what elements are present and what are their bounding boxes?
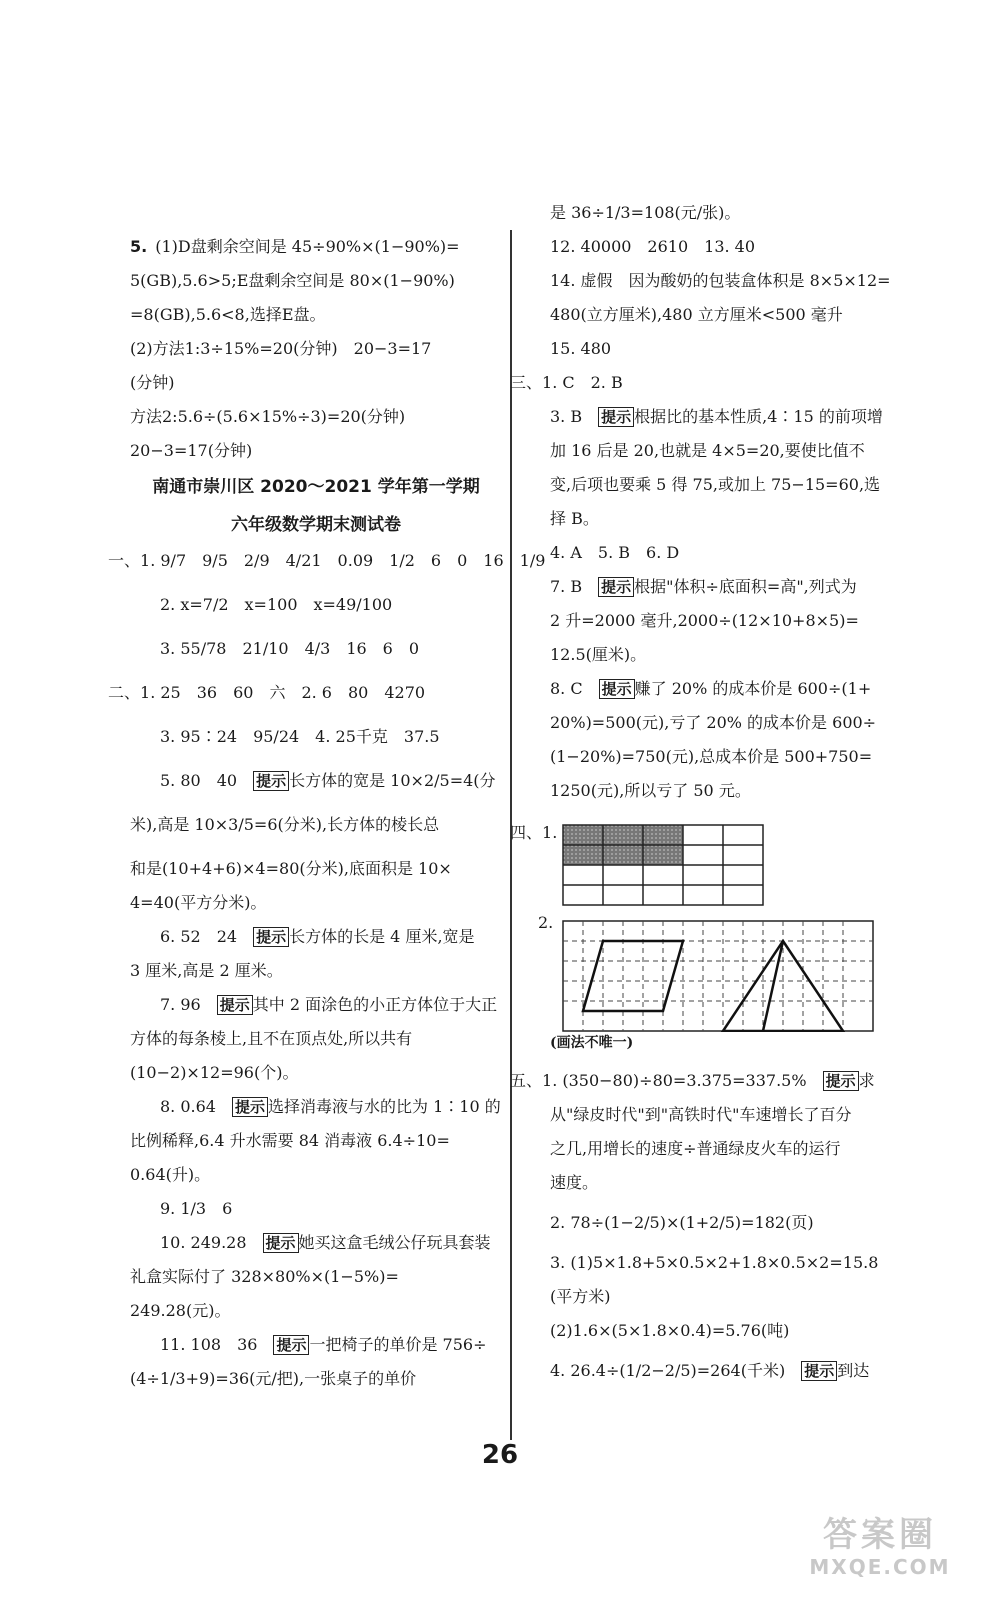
s2-q11a: 11. 108 36 提示 一把椅子的单价是 756÷ <box>160 1335 487 1354</box>
shaded-grid-figure <box>562 824 764 906</box>
dashed-grid <box>563 921 873 1031</box>
r-q11e: 是 36÷1/3=108(元/张)。 <box>550 203 741 222</box>
right-column <box>510 203 920 1388</box>
s4-q1-label: 四、1. <box>510 823 558 842</box>
s2-q8c: 比例稀释,6.4 升水需要 84 消毒液 6.4÷10= <box>130 1131 450 1150</box>
hint-tag: 提示 <box>263 1233 299 1253</box>
s5-q1e: 速度。 <box>550 1173 599 1192</box>
s2-q10d: 249.28(元)。 <box>130 1301 231 1320</box>
s2-q6c: 3 厘米,高是 2 厘米。 <box>130 961 283 980</box>
parallelogram <box>583 941 683 1011</box>
watermark-logo: 答案圈 MXQE.COM <box>809 1515 951 1579</box>
s3-q8d: (1−20%)=750(元),总成本价是 500+750= <box>550 747 873 766</box>
s2-q5d: 和是(10+4+6)×4=80(分米),底面积是 10× <box>130 859 452 878</box>
s5-q3a: 3. (1)5×1.8+5×0.5×2+1.8×0.5×2=15.8 <box>550 1253 879 1272</box>
s2-q11c: (4÷1/3+9)=36(元/把),一张桌子的单价 <box>130 1369 417 1388</box>
hint-tag: 提示 <box>253 927 289 947</box>
s3-q3e: 择 B。 <box>550 509 599 528</box>
exam-subtitle: 六年级数学期末测试卷 <box>231 515 401 535</box>
s5-q1c: 从"绿皮时代"到"高铁时代"车速增长了百分 <box>550 1105 852 1124</box>
hint-tag: 提示 <box>273 1335 309 1355</box>
s5-q2: 2. 78÷(1−2/5)×(1+2/5)=182(页) <box>550 1213 814 1232</box>
r-q12: 12. 40000 2610 13. 40 <box>550 237 756 256</box>
r-q15: 15. 480 <box>550 339 612 358</box>
s2-q8a: 8. 0.64 提示 选择消毒液与水的比为 1∶10 的 <box>160 1097 501 1116</box>
q5-line6: 方法2:5.6÷(5.6×15%÷3)=20(分钟) <box>130 407 406 426</box>
exam-title: 南通市崇川区 2020～2021 学年第一学期 <box>152 477 480 497</box>
s2-q6a: 6. 52 24 提示 长方体的长是 4 厘米,宽是 <box>160 927 475 946</box>
s2-q7c: 方体的每条棱上,且不在顶点处,所以共有 <box>130 1029 413 1048</box>
s2-q5e: 4=40(平方分米)。 <box>130 893 267 912</box>
hint-tag: 提示 <box>217 995 253 1015</box>
s3-q8a: 8. C 提示 赚了 20% 的成本价是 600÷(1+ <box>550 679 872 698</box>
s3-q7c: 2 升=2000 毫升,2000÷(12×10+8×5)= <box>550 611 859 630</box>
q5-line1: 5. (1)D盘剩余空间是 45÷90%×(1−90%)= <box>130 237 460 256</box>
s5-q3b: (平方米) <box>550 1287 611 1306</box>
s3-q7a: 7. B 提示 根据"体积÷底面积=高",列式为 <box>550 577 857 596</box>
s2-q10c: 礼盒实际付了 328×80%×(1−5%)= <box>130 1267 399 1286</box>
s3-q8e: 1250(元),所以亏了 50 元。 <box>550 781 751 800</box>
s1-q1: 一、1. 9/7 9/5 2/9 4/21 0.09 1/2 6 0 16 1/9 <box>108 551 546 570</box>
s5-q3c: (2)1.6×(5×1.8×0.4)=5.76(吨) <box>550 1321 790 1340</box>
figure-caption: (画法不唯一) <box>550 1035 634 1051</box>
s4-q2-label: 2. <box>538 913 554 932</box>
page-number: 26 <box>481 1440 519 1470</box>
hint-tag: 提示 <box>598 577 634 597</box>
s2-q10a: 10. 249.28 提示 她买这盒毛绒公仔玩具套装 <box>160 1233 491 1252</box>
s3-q1: 三、1. C 2. B <box>510 373 623 392</box>
hint-tag: 提示 <box>253 771 289 791</box>
hint-tag: 提示 <box>598 407 634 427</box>
q5-line2: 5(GB),5.6>5;E盘剩余空间是 80×(1−90%) <box>130 271 455 290</box>
s5-q1a: 五、1. (350−80)÷80=3.375=337.5% 提示 求 <box>510 1071 875 1090</box>
s2-q5a: 5. 80 40 提示 长方体的宽是 10×2/5=4(分 <box>160 771 496 790</box>
s2-q5c: 米),高是 10×3/5=6(分米),长方体的棱长总 <box>130 815 440 834</box>
s2-q9: 9. 1/3 6 <box>160 1199 233 1218</box>
hint-tag: 提示 <box>823 1071 859 1091</box>
s2-q7a: 7. 96 提示 其中 2 面涂色的小正方体位于大正 <box>160 995 498 1014</box>
s2-q7d: (10−2)×12=96(个)。 <box>130 1063 299 1082</box>
hint-tag: 提示 <box>232 1097 268 1117</box>
s3-q7d: 12.5(厘米)。 <box>550 645 647 664</box>
hint-tag: 提示 <box>599 679 635 699</box>
s1-q2: 2. x=7/2 x=100 x=49/100 <box>160 595 393 614</box>
s3-q3c: 加 16 后是 20,也就是 4×5=20,要使比值不 <box>550 441 865 460</box>
q5-line7: 20−3=17(分钟) <box>130 441 253 460</box>
s3-q4: 4. A 5. B 6. D <box>550 543 680 562</box>
s1-q3: 3. 55/78 21/10 4/3 16 6 0 <box>160 639 420 658</box>
parallelogram-triangle-grid-figure <box>562 920 874 1032</box>
hint-tag: 提示 <box>801 1361 837 1381</box>
s3-q3d: 变,后项也要乘 5 得 75,或加上 75−15=60,选 <box>550 475 881 494</box>
q5-line3: =8(GB),5.6<8,选择E盘。 <box>130 305 326 324</box>
r-q14b: 480(立方厘米),480 立方厘米<500 毫升 <box>550 305 843 324</box>
s5-q1d: 之几,用增长的速度÷普通绿皮火车的运行 <box>550 1139 841 1158</box>
s3-q8c: 20%)=500(元),亏了 20% 的成本价是 600÷ <box>550 713 877 732</box>
q5-line5: (分钟) <box>130 373 175 392</box>
q5-line4: (2)方法1:3÷15%=20(分钟) 20−3=17 <box>130 339 432 358</box>
s2-q8d: 0.64(升)。 <box>130 1165 211 1184</box>
s2-q3: 3. 95∶24 95/24 4. 25千克 37.5 <box>160 727 440 746</box>
r-q14a: 14. 虚假 因为酸奶的包装盒体积是 8×5×12= <box>550 271 891 290</box>
s5-q4: 4. 26.4÷(1/2−2/5)=264(千米) 提示 到达 <box>550 1361 870 1380</box>
s2-q1: 二、1. 25 36 60 六 2. 6 80 4270 <box>108 683 426 702</box>
s3-q3a: 3. B 提示 根据比的基本性质,4∶15 的前项增 <box>550 407 883 426</box>
